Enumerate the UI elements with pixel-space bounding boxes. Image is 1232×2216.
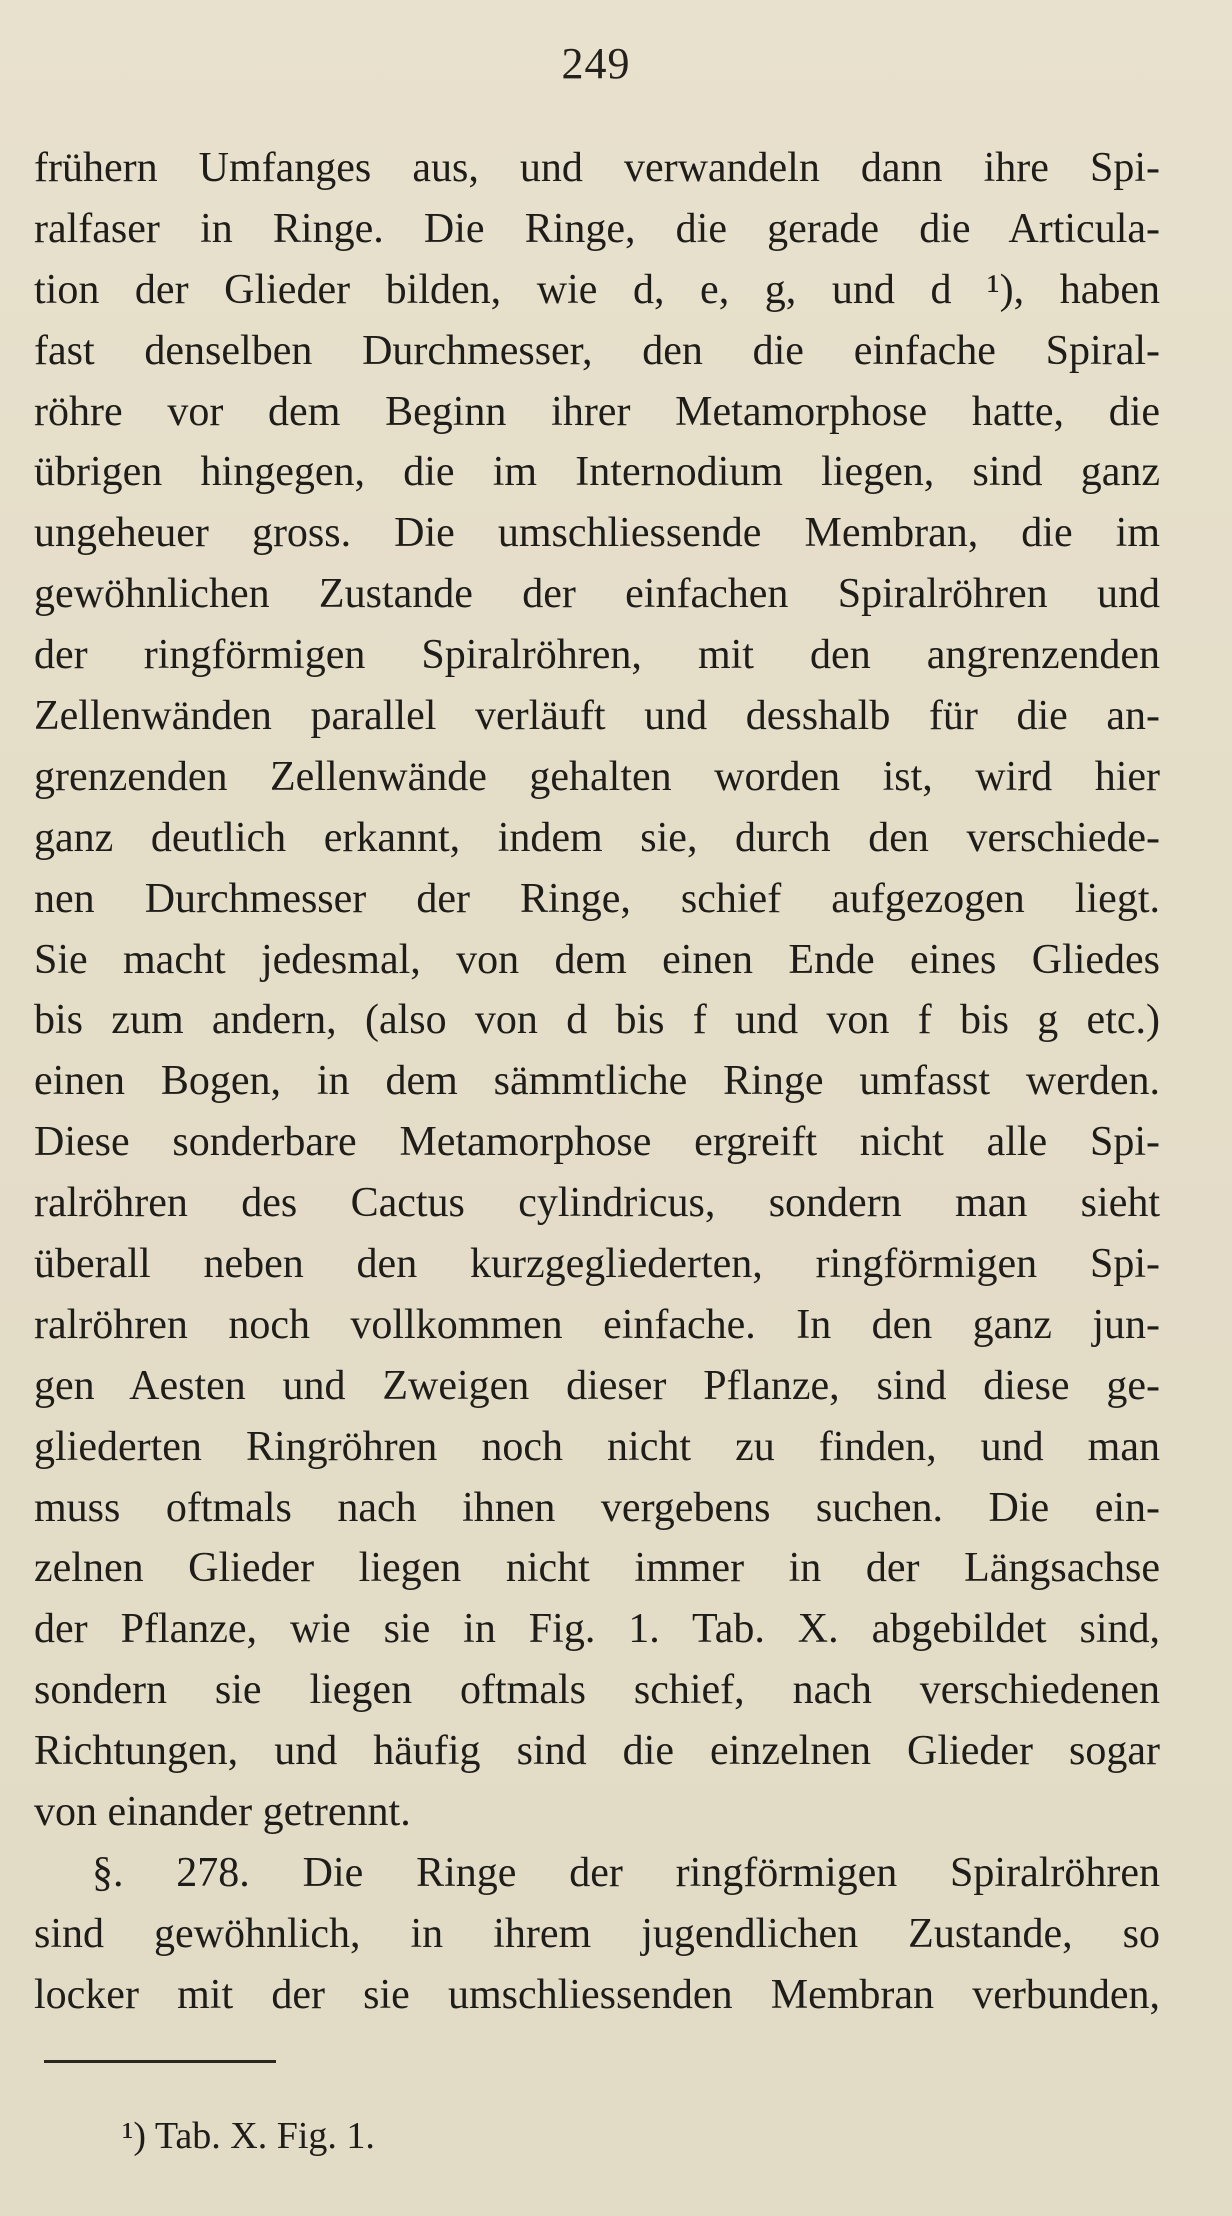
text-line: tion der Glieder bilden, wie d, e, g, und d ¹), haben [34,266,1160,313]
paragraph-end-line: von einander getrennt. [34,1789,411,1836]
text-line: Diese sonderbare Metamorphose ergreift nicht alle Spi- [34,1119,1160,1166]
text-line: bis zum andern, (also von d bis f und von f bis g etc.) [34,997,1160,1044]
text-line: zelnen Glieder liegen nicht immer in der Längsachse [34,1545,1160,1592]
text-line: gen Aesten und Zweigen dieser Pflanze, sind diese ge- [34,1362,1160,1409]
text-line: locker mit der sie umschliessenden Membran verbunden, [34,1971,1160,2018]
footnote-divider [44,2060,276,2063]
text-line: sind gewöhnlich, in ihrem jugendlichen Zustande, so [34,1910,1160,1957]
text-line: grenzenden Zellenwände gehalten worden ist, wird hier [34,753,1160,800]
text-line: Zellenwänden parallel verläuft und desshalb für die an- [34,693,1160,740]
text-line: Sie macht jedesmal, von dem einen Ende eines Gliedes [34,936,1160,983]
text-line: ralröhren des Cactus cylindricus, sondern man sieht [34,1180,1160,1227]
page-number: 249 [561,39,631,88]
text-line: nen Durchmesser der Ringe, schief aufgezogen liegt. [34,875,1160,922]
text-line: einen Bogen, in dem sämmtliche Ringe umfasst werden. [34,1058,1160,1105]
text-line: frühern Umfanges aus, und verwandeln dann ihre Spi- [34,145,1160,191]
text-line: ungeheuer gross. Die umschliessende Membran, die im [34,510,1160,557]
text-line: ralröhren noch vollkommen einfache. In den ganz jun- [34,1301,1160,1348]
section-heading-line: §. 278. Die Ringe der ringförmigen Spiralröhren [92,1849,1160,1896]
footnote: ¹) Tab. X. Fig. 1. [122,2115,375,2157]
text-line: röhre vor dem Beginn ihrer Metamorphose hatte, die [34,388,1160,435]
text-line: der Pflanze, wie sie in Fig. 1. Tab. X. abgebildet sind, [34,1606,1160,1653]
text-line: fast denselben Durchmesser, den die einfache Spiral- [34,327,1160,374]
text-line: ralfaser in Ringe. Die Ringe, die gerade die Articula- [34,205,1160,252]
body-text [34,138,1160,2026]
text-line: ganz deutlich erkannt, indem sie, durch den verschiede- [34,814,1160,861]
text-line: muss oftmals nach ihnen vergebens suchen. Die ein- [34,1484,1160,1531]
text-line: gewöhnlichen Zustande der einfachen Spiralröhren und [34,571,1160,618]
text-line: Richtungen, und häufig sind die einzelnen Glieder sogar [34,1728,1160,1775]
text-line: gliederten Ringröhren noch nicht zu finden, und man [34,1423,1160,1470]
text-line: der ringförmigen Spiralröhren, mit den angrenzenden [34,632,1160,679]
text-line: sondern sie liegen oftmals schief, nach verschiedenen [34,1667,1160,1714]
text-line: übrigen hingegen, die im Internodium liegen, sind ganz [34,449,1160,496]
text-line: überall neben den kurzgegliederten, ringförmigen Spi- [34,1241,1160,1288]
